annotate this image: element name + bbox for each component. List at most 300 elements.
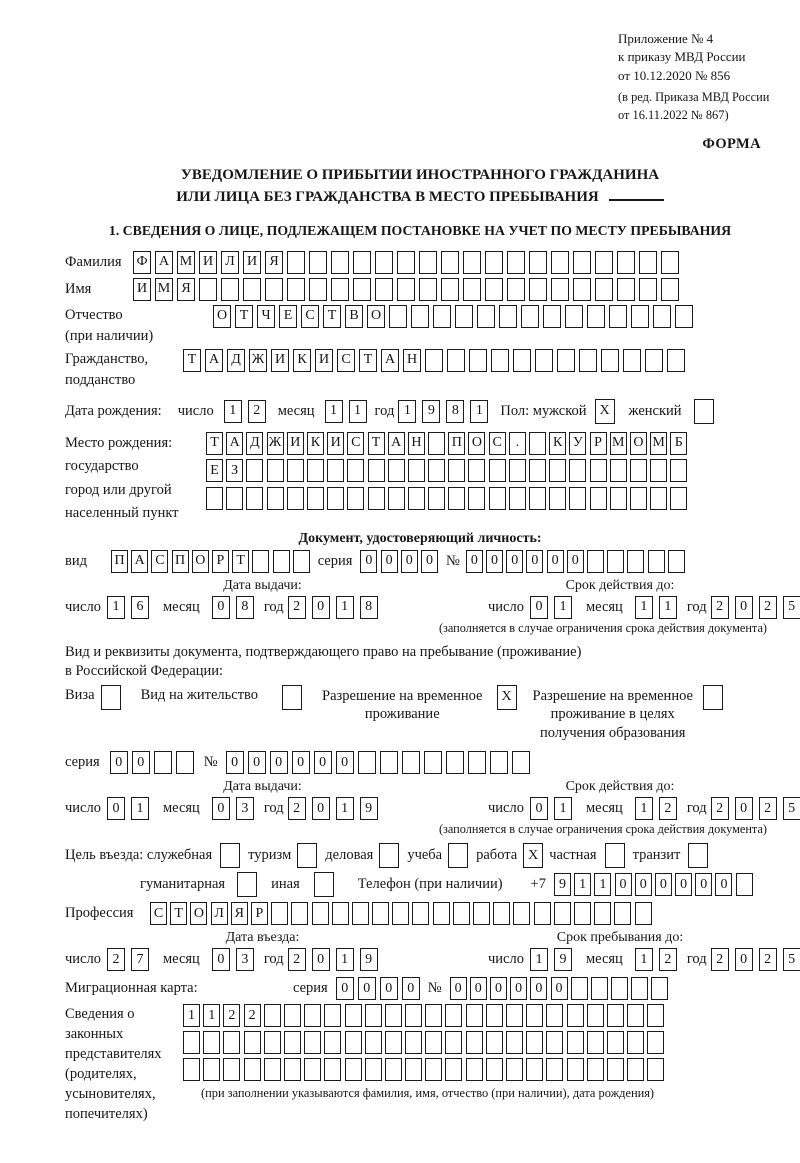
char-cell[interactable]: Т <box>170 902 187 925</box>
char-cell[interactable] <box>385 1058 402 1081</box>
char-cell[interactable]: Е <box>279 305 297 328</box>
char-cell[interactable] <box>441 251 459 274</box>
char-cell[interactable] <box>203 1031 220 1054</box>
char-cell[interactable] <box>513 902 530 925</box>
char-cell[interactable] <box>287 487 304 510</box>
char-cell[interactable]: 1 <box>398 400 416 423</box>
char-cell[interactable] <box>651 977 668 1000</box>
char-cell[interactable]: Т <box>235 305 253 328</box>
char-cell[interactable]: 8 <box>360 596 378 619</box>
char-cell[interactable] <box>264 1031 281 1054</box>
char-cell[interactable] <box>506 1031 523 1054</box>
char-cell[interactable] <box>611 977 628 1000</box>
char-cell[interactable]: 0 <box>450 977 467 1000</box>
char-cell[interactable] <box>521 305 539 328</box>
char-cell[interactable] <box>463 251 481 274</box>
char-cell[interactable] <box>529 251 547 274</box>
char-cell[interactable]: Ф <box>133 251 151 274</box>
char-cell[interactable] <box>237 872 257 897</box>
char-cell[interactable] <box>284 1031 301 1054</box>
char-cell[interactable] <box>591 977 608 1000</box>
char-cell[interactable] <box>466 1031 483 1054</box>
char-cell[interactable] <box>448 843 468 868</box>
char-cell[interactable]: 1 <box>574 873 591 896</box>
char-cell[interactable]: О <box>630 432 647 455</box>
char-cell[interactable] <box>368 459 385 482</box>
char-cell[interactable] <box>573 251 591 274</box>
char-cell[interactable]: 0 <box>132 751 150 774</box>
char-cell[interactable] <box>688 843 708 868</box>
char-cell[interactable]: X <box>595 399 615 424</box>
char-cell[interactable]: 0 <box>547 550 564 573</box>
char-cell[interactable]: 0 <box>735 797 753 820</box>
char-cell[interactable]: 0 <box>212 797 230 820</box>
char-cell[interactable] <box>627 1004 644 1027</box>
char-cell[interactable] <box>610 487 627 510</box>
char-cell[interactable] <box>312 902 329 925</box>
char-cell[interactable] <box>670 487 687 510</box>
char-cell[interactable] <box>569 459 586 482</box>
char-cell[interactable] <box>486 1058 503 1081</box>
char-cell[interactable]: О <box>468 432 485 455</box>
char-cell[interactable] <box>352 902 369 925</box>
char-cell[interactable] <box>284 1058 301 1081</box>
char-cell[interactable] <box>567 1058 584 1081</box>
char-cell[interactable]: Я <box>231 902 248 925</box>
char-cell[interactable] <box>309 278 327 301</box>
char-cell[interactable] <box>650 487 667 510</box>
char-cell[interactable] <box>388 487 405 510</box>
char-cell[interactable] <box>314 872 334 897</box>
char-cell[interactable]: 0 <box>314 751 332 774</box>
char-cell[interactable]: С <box>347 432 364 455</box>
char-cell[interactable]: 1 <box>470 400 488 423</box>
char-cell[interactable] <box>271 902 288 925</box>
char-cell[interactable] <box>617 251 635 274</box>
char-cell[interactable] <box>324 1058 341 1081</box>
char-cell[interactable] <box>419 278 437 301</box>
char-cell[interactable]: 0 <box>110 751 128 774</box>
char-cell[interactable] <box>670 459 687 482</box>
char-cell[interactable]: 0 <box>312 948 330 971</box>
char-cell[interactable]: 0 <box>526 550 543 573</box>
char-cell[interactable]: Ч <box>257 305 275 328</box>
char-cell[interactable]: 1 <box>594 873 611 896</box>
char-cell[interactable] <box>448 459 465 482</box>
char-cell[interactable] <box>441 278 459 301</box>
char-cell[interactable] <box>486 1004 503 1027</box>
char-cell[interactable] <box>526 1031 543 1054</box>
char-cell[interactable]: И <box>133 278 151 301</box>
char-cell[interactable] <box>473 902 490 925</box>
char-cell[interactable]: 8 <box>446 400 464 423</box>
char-cell[interactable] <box>594 902 611 925</box>
char-cell[interactable] <box>491 349 509 372</box>
char-cell[interactable] <box>365 1058 382 1081</box>
char-cell[interactable] <box>424 751 442 774</box>
char-cell[interactable] <box>353 251 371 274</box>
char-cell[interactable]: П <box>448 432 465 455</box>
char-cell[interactable]: 1 <box>203 1004 220 1027</box>
char-cell[interactable] <box>607 1004 624 1027</box>
char-cell[interactable] <box>389 305 407 328</box>
char-cell[interactable] <box>309 251 327 274</box>
char-cell[interactable] <box>630 487 647 510</box>
char-cell[interactable] <box>206 487 223 510</box>
char-cell[interactable]: 0 <box>530 596 548 619</box>
char-cell[interactable]: Я <box>265 251 283 274</box>
char-cell[interactable]: 1 <box>336 596 354 619</box>
char-cell[interactable]: 0 <box>360 550 377 573</box>
char-cell[interactable]: А <box>381 349 399 372</box>
char-cell[interactable] <box>304 1058 321 1081</box>
char-cell[interactable] <box>284 1004 301 1027</box>
char-cell[interactable]: О <box>190 902 207 925</box>
char-cell[interactable]: 1 <box>554 797 572 820</box>
char-cell[interactable]: 2 <box>248 400 266 423</box>
char-cell[interactable] <box>610 459 627 482</box>
char-cell[interactable] <box>507 278 525 301</box>
char-cell[interactable]: 0 <box>248 751 266 774</box>
char-cell[interactable] <box>574 902 591 925</box>
char-cell[interactable] <box>650 459 667 482</box>
char-cell[interactable]: X <box>497 685 517 710</box>
char-cell[interactable] <box>590 459 607 482</box>
char-cell[interactable] <box>445 1004 462 1027</box>
char-cell[interactable] <box>425 1004 442 1027</box>
char-cell[interactable] <box>425 1058 442 1081</box>
char-cell[interactable] <box>499 305 517 328</box>
char-cell[interactable]: А <box>155 251 173 274</box>
char-cell[interactable]: 8 <box>236 596 254 619</box>
char-cell[interactable] <box>509 487 526 510</box>
char-cell[interactable]: 0 <box>655 873 672 896</box>
char-cell[interactable] <box>327 487 344 510</box>
char-cell[interactable]: Р <box>212 550 229 573</box>
char-cell[interactable] <box>447 349 465 372</box>
char-cell[interactable]: О <box>213 305 231 328</box>
char-cell[interactable]: И <box>287 432 304 455</box>
char-cell[interactable]: 9 <box>360 948 378 971</box>
char-cell[interactable]: 0 <box>107 797 125 820</box>
char-cell[interactable]: 2 <box>288 948 306 971</box>
char-cell[interactable] <box>601 349 619 372</box>
char-cell[interactable] <box>557 349 575 372</box>
char-cell[interactable] <box>647 1058 664 1081</box>
char-cell[interactable]: К <box>307 432 324 455</box>
char-cell[interactable]: Я <box>177 278 195 301</box>
char-cell[interactable] <box>736 873 753 896</box>
char-cell[interactable]: 0 <box>336 751 354 774</box>
char-cell[interactable] <box>631 977 648 1000</box>
char-cell[interactable] <box>368 487 385 510</box>
char-cell[interactable] <box>485 278 503 301</box>
char-cell[interactable]: 0 <box>530 797 548 820</box>
char-cell[interactable] <box>579 349 597 372</box>
char-cell[interactable] <box>183 1058 200 1081</box>
char-cell[interactable] <box>428 487 445 510</box>
char-cell[interactable]: 1 <box>336 948 354 971</box>
char-cell[interactable]: 2 <box>711 797 729 820</box>
char-cell[interactable]: 0 <box>735 948 753 971</box>
char-cell[interactable] <box>405 1058 422 1081</box>
char-cell[interactable] <box>287 459 304 482</box>
char-cell[interactable]: С <box>489 432 506 455</box>
char-cell[interactable] <box>549 487 566 510</box>
char-cell[interactable]: 0 <box>212 948 230 971</box>
char-cell[interactable] <box>565 305 583 328</box>
char-cell[interactable] <box>252 550 269 573</box>
char-cell[interactable] <box>448 487 465 510</box>
char-cell[interactable] <box>244 1031 261 1054</box>
char-cell[interactable] <box>489 487 506 510</box>
char-cell[interactable] <box>433 902 450 925</box>
char-cell[interactable]: 2 <box>711 596 729 619</box>
char-cell[interactable] <box>397 251 415 274</box>
char-cell[interactable] <box>506 1004 523 1027</box>
char-cell[interactable]: К <box>549 432 566 455</box>
char-cell[interactable]: 6 <box>131 596 149 619</box>
char-cell[interactable] <box>307 487 324 510</box>
char-cell[interactable] <box>490 751 508 774</box>
char-cell[interactable] <box>287 251 305 274</box>
char-cell[interactable] <box>267 487 284 510</box>
char-cell[interactable] <box>293 550 310 573</box>
char-cell[interactable] <box>534 902 551 925</box>
char-cell[interactable] <box>569 487 586 510</box>
char-cell[interactable] <box>154 751 172 774</box>
char-cell[interactable] <box>466 1004 483 1027</box>
char-cell[interactable]: 2 <box>288 797 306 820</box>
char-cell[interactable] <box>623 349 641 372</box>
char-cell[interactable]: А <box>205 349 223 372</box>
char-cell[interactable] <box>609 305 627 328</box>
char-cell[interactable]: 0 <box>358 977 376 1000</box>
char-cell[interactable] <box>445 1058 462 1081</box>
char-cell[interactable]: 1 <box>635 797 653 820</box>
char-cell[interactable]: Д <box>246 432 263 455</box>
char-cell[interactable] <box>546 1058 563 1081</box>
char-cell[interactable] <box>379 843 399 868</box>
char-cell[interactable] <box>477 305 495 328</box>
char-cell[interactable] <box>199 278 217 301</box>
char-cell[interactable] <box>551 278 569 301</box>
char-cell[interactable] <box>627 1031 644 1054</box>
char-cell[interactable]: 0 <box>635 873 652 896</box>
char-cell[interactable]: Т <box>183 349 201 372</box>
char-cell[interactable] <box>221 278 239 301</box>
char-cell[interactable]: С <box>150 902 167 925</box>
char-cell[interactable]: О <box>367 305 385 328</box>
char-cell[interactable] <box>372 902 389 925</box>
char-cell[interactable]: Е <box>206 459 223 482</box>
char-cell[interactable] <box>375 251 393 274</box>
char-cell[interactable] <box>176 751 194 774</box>
char-cell[interactable] <box>645 349 663 372</box>
char-cell[interactable]: М <box>177 251 195 274</box>
char-cell[interactable]: 0 <box>312 797 330 820</box>
char-cell[interactable] <box>385 1004 402 1027</box>
char-cell[interactable] <box>244 1058 261 1081</box>
char-cell[interactable] <box>485 251 503 274</box>
char-cell[interactable]: И <box>327 432 344 455</box>
char-cell[interactable]: 3 <box>236 948 254 971</box>
char-cell[interactable]: Н <box>403 349 421 372</box>
char-cell[interactable]: Т <box>232 550 249 573</box>
char-cell[interactable] <box>526 1058 543 1081</box>
char-cell[interactable]: С <box>337 349 355 372</box>
char-cell[interactable]: 1 <box>635 596 653 619</box>
char-cell[interactable] <box>101 685 121 710</box>
char-cell[interactable] <box>647 1031 664 1054</box>
char-cell[interactable] <box>661 278 679 301</box>
char-cell[interactable] <box>513 349 531 372</box>
char-cell[interactable] <box>408 487 425 510</box>
char-cell[interactable] <box>546 1004 563 1027</box>
char-cell[interactable]: Л <box>221 251 239 274</box>
char-cell[interactable] <box>630 459 647 482</box>
char-cell[interactable]: 3 <box>236 797 254 820</box>
char-cell[interactable] <box>397 278 415 301</box>
char-cell[interactable]: 0 <box>486 550 503 573</box>
char-cell[interactable]: 0 <box>401 550 418 573</box>
char-cell[interactable]: 5 <box>783 948 800 971</box>
char-cell[interactable]: 1 <box>659 596 677 619</box>
char-cell[interactable]: 0 <box>270 751 288 774</box>
char-cell[interactable] <box>529 459 546 482</box>
char-cell[interactable] <box>668 550 685 573</box>
char-cell[interactable]: Ж <box>249 349 267 372</box>
char-cell[interactable] <box>375 278 393 301</box>
char-cell[interactable]: Р <box>590 432 607 455</box>
char-cell[interactable] <box>543 305 561 328</box>
char-cell[interactable]: Т <box>323 305 341 328</box>
char-cell[interactable]: А <box>388 432 405 455</box>
char-cell[interactable] <box>385 1031 402 1054</box>
char-cell[interactable]: 0 <box>715 873 732 896</box>
char-cell[interactable]: 9 <box>554 948 572 971</box>
char-cell[interactable]: 1 <box>554 596 572 619</box>
char-cell[interactable]: 2 <box>759 797 777 820</box>
char-cell[interactable] <box>307 459 324 482</box>
char-cell[interactable] <box>327 459 344 482</box>
char-cell[interactable] <box>183 1031 200 1054</box>
char-cell[interactable] <box>694 399 714 424</box>
char-cell[interactable] <box>493 902 510 925</box>
char-cell[interactable]: Т <box>359 349 377 372</box>
char-cell[interactable] <box>223 1058 240 1081</box>
char-cell[interactable] <box>428 432 445 455</box>
char-cell[interactable] <box>571 977 588 1000</box>
char-cell[interactable] <box>631 305 649 328</box>
char-cell[interactable]: С <box>151 550 168 573</box>
char-cell[interactable] <box>653 305 671 328</box>
char-cell[interactable] <box>587 1031 604 1054</box>
char-cell[interactable] <box>607 550 624 573</box>
char-cell[interactable]: 2 <box>759 948 777 971</box>
char-cell[interactable] <box>627 1058 644 1081</box>
char-cell[interactable]: . <box>509 432 526 455</box>
char-cell[interactable]: Л <box>211 902 228 925</box>
char-cell[interactable]: X <box>523 843 543 868</box>
char-cell[interactable]: 2 <box>244 1004 261 1027</box>
char-cell[interactable] <box>468 459 485 482</box>
char-cell[interactable]: 1 <box>635 948 653 971</box>
char-cell[interactable]: 0 <box>735 596 753 619</box>
char-cell[interactable]: 0 <box>466 550 483 573</box>
char-cell[interactable] <box>267 459 284 482</box>
char-cell[interactable]: 2 <box>659 948 677 971</box>
char-cell[interactable] <box>468 487 485 510</box>
char-cell[interactable] <box>587 550 604 573</box>
char-cell[interactable] <box>220 843 240 868</box>
char-cell[interactable] <box>419 251 437 274</box>
char-cell[interactable]: 2 <box>288 596 306 619</box>
char-cell[interactable] <box>331 278 349 301</box>
char-cell[interactable] <box>512 751 530 774</box>
char-cell[interactable] <box>264 1058 281 1081</box>
char-cell[interactable] <box>282 685 302 710</box>
char-cell[interactable] <box>304 1031 321 1054</box>
char-cell[interactable]: 1 <box>336 797 354 820</box>
char-cell[interactable]: 0 <box>567 550 584 573</box>
char-cell[interactable]: 2 <box>711 948 729 971</box>
char-cell[interactable] <box>291 902 308 925</box>
char-cell[interactable]: Д <box>227 349 245 372</box>
char-cell[interactable]: И <box>243 251 261 274</box>
char-cell[interactable]: И <box>271 349 289 372</box>
char-cell[interactable] <box>605 843 625 868</box>
char-cell[interactable]: П <box>111 550 128 573</box>
char-cell[interactable] <box>347 459 364 482</box>
char-cell[interactable] <box>453 902 470 925</box>
char-cell[interactable] <box>529 487 546 510</box>
char-cell[interactable] <box>526 1004 543 1027</box>
char-cell[interactable] <box>617 278 635 301</box>
char-cell[interactable]: 1 <box>107 596 125 619</box>
char-cell[interactable] <box>587 1004 604 1027</box>
char-cell[interactable] <box>546 1031 563 1054</box>
char-cell[interactable] <box>595 251 613 274</box>
char-cell[interactable]: О <box>192 550 209 573</box>
char-cell[interactable]: И <box>199 251 217 274</box>
char-cell[interactable] <box>365 1031 382 1054</box>
char-cell[interactable]: 0 <box>312 596 330 619</box>
char-cell[interactable] <box>246 459 263 482</box>
char-cell[interactable] <box>529 278 547 301</box>
char-cell[interactable]: 0 <box>695 873 712 896</box>
char-cell[interactable]: 1 <box>325 400 343 423</box>
char-cell[interactable]: 7 <box>131 948 149 971</box>
char-cell[interactable] <box>455 305 473 328</box>
char-cell[interactable] <box>573 278 591 301</box>
char-cell[interactable] <box>223 1031 240 1054</box>
char-cell[interactable]: Н <box>408 432 425 455</box>
char-cell[interactable]: С <box>301 305 319 328</box>
char-cell[interactable]: 2 <box>759 596 777 619</box>
char-cell[interactable] <box>587 305 605 328</box>
char-cell[interactable] <box>332 902 349 925</box>
char-cell[interactable] <box>265 278 283 301</box>
char-cell[interactable]: Т <box>368 432 385 455</box>
char-cell[interactable] <box>380 751 398 774</box>
char-cell[interactable] <box>358 751 376 774</box>
char-cell[interactable] <box>647 1004 664 1027</box>
char-cell[interactable] <box>345 1031 362 1054</box>
char-cell[interactable]: 5 <box>783 797 800 820</box>
char-cell[interactable] <box>273 550 290 573</box>
char-cell[interactable] <box>324 1031 341 1054</box>
